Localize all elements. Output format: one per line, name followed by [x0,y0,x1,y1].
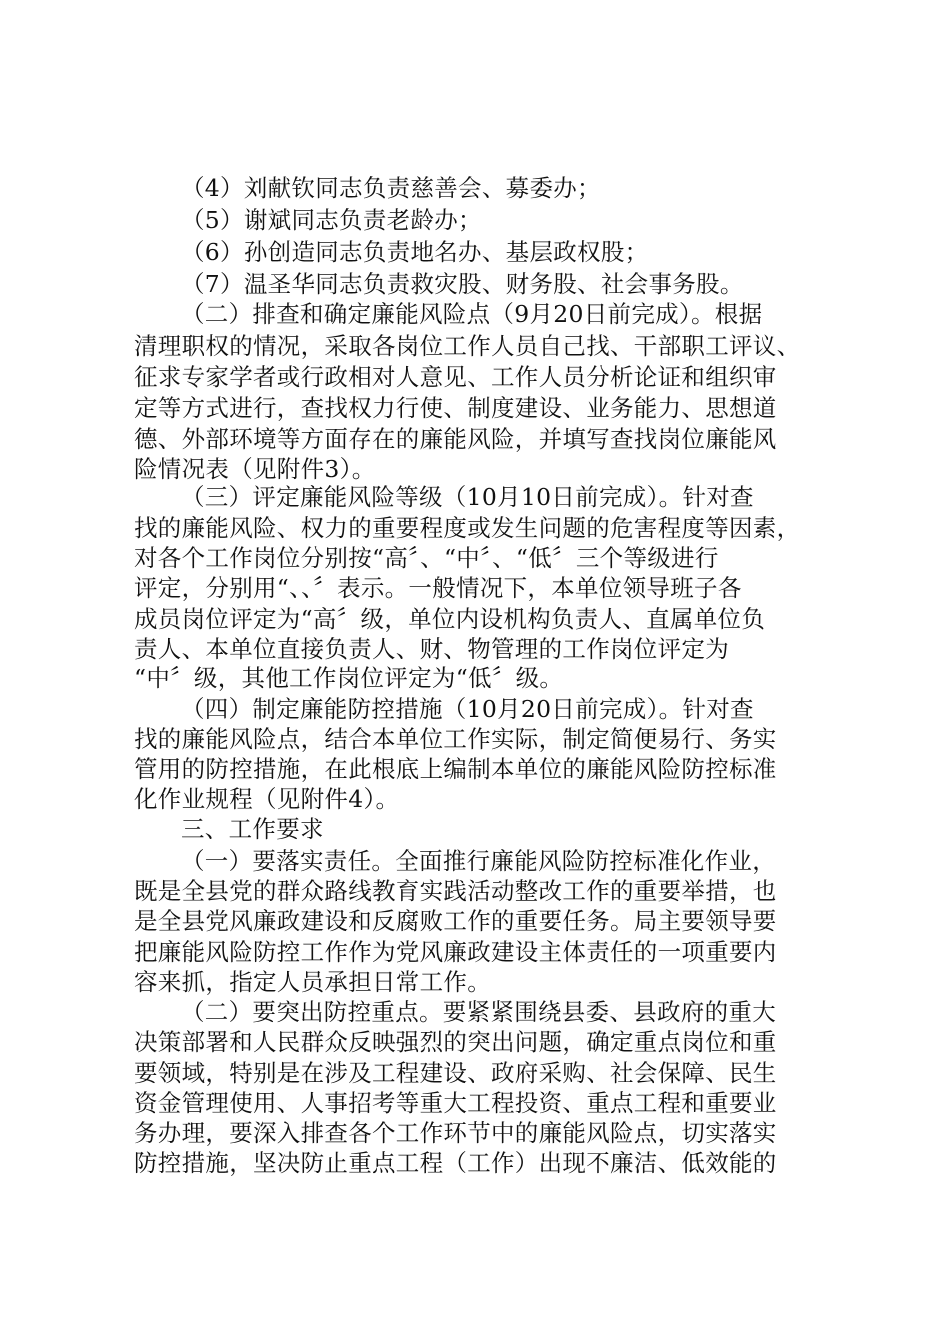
text-line: 找的廉能风险、权力的重要程度或发生问题的危害程度等因素， [134,514,801,542]
text-line: （6）孙创造同志负责地名办、基层政权股； [181,238,649,266]
text-line: 对各个工作岗位分别按“高〞、“中〞、“低〞三个等级进行 [134,544,719,572]
text-line: 管用的防控措施，在此根底上编制本单位的廉能风险防控标准 [134,755,777,783]
text-line: 评定，分别用“、、〞表示。一般情况下，本单位领导班子各 [134,574,742,602]
text-line: 要领域，特别是在涉及工程建设、政府采购、社会保障、民生 [134,1059,777,1087]
text-line: 防控措施，坚决防止重点工程（工作）出现不廉洁、低效能的 [134,1149,777,1177]
text-line: （四）制定廉能防控措施（10月20日前完成）。针对查 [181,695,754,723]
text-line: 征求专家学者或行政相对人意见、工作人员分析论证和组织审 [134,363,777,391]
text-line: （三）评定廉能风险等级（10月10日前完成）。针对查 [181,483,754,511]
text-line: 资金管理使用、人事招考等重大工程投资、重点工程和重要业 [134,1089,777,1117]
text-line: （5）谢斌同志负责老龄办； [181,206,482,234]
text-line: 清理职权的情况，采取各岗位工作人员自己找、干部职工评议、 [134,332,801,360]
text-line: “中〞级，其他工作岗位评定为“低〞级。 [134,664,564,692]
text-line: 险情况表（见附件3）。 [134,455,376,483]
text-line: （二）排查和确定廉能风险点（9月20日前完成）。根据 [181,300,763,328]
text-line: 责人、本单位直接负责人、财、物管理的工作岗位评定为 [134,635,729,663]
text-line: （7）温圣华同志负责救灾股、财务股、社会事务股。 [181,270,744,298]
section-heading: 三、工作要求 [181,815,324,843]
text-line: 化作业规程（见附件4）。 [134,785,400,813]
text-line: 成员岗位评定为“高〞级，单位内设机构负责人、直属单位负 [134,605,766,633]
text-line: 找的廉能风险点，结合本单位工作实际，制定简便易行、务实 [134,725,777,753]
text-line: （一）要落实责任。全面推行廉能风险防控标准化作业， [181,847,776,875]
text-line: 决策部署和人民群众反映强烈的突出问题，确定重点岗位和重 [134,1028,777,1056]
text-line: 是全县党风廉政建设和反腐败工作的重要任务。局主要领导要 [134,907,777,935]
text-line: 德、外部环境等方面存在的廉能风险，并填写查找岗位廉能风 [134,425,777,453]
text-line: 容来抓，指定人员承担日常工作。 [134,968,491,996]
text-line: （4）刘献钦同志负责慈善会、募委办； [181,174,601,202]
text-line: （二）要突出防控重点。要紧紧围绕县委、县政府的重大 [181,998,776,1026]
text-line: 把廉能风险防控工作作为党风廉政建设主体责任的一项重要内 [134,938,777,966]
text-line: 定等方式进行，查找权力行使、制度建设、业务能力、思想道 [134,394,777,422]
text-line: 既是全县党的群众路线教育实践活动整改工作的重要举措，也 [134,877,777,905]
text-line: 务办理，要深入排查各个工作环节中的廉能风险点，切实落实 [134,1119,777,1147]
